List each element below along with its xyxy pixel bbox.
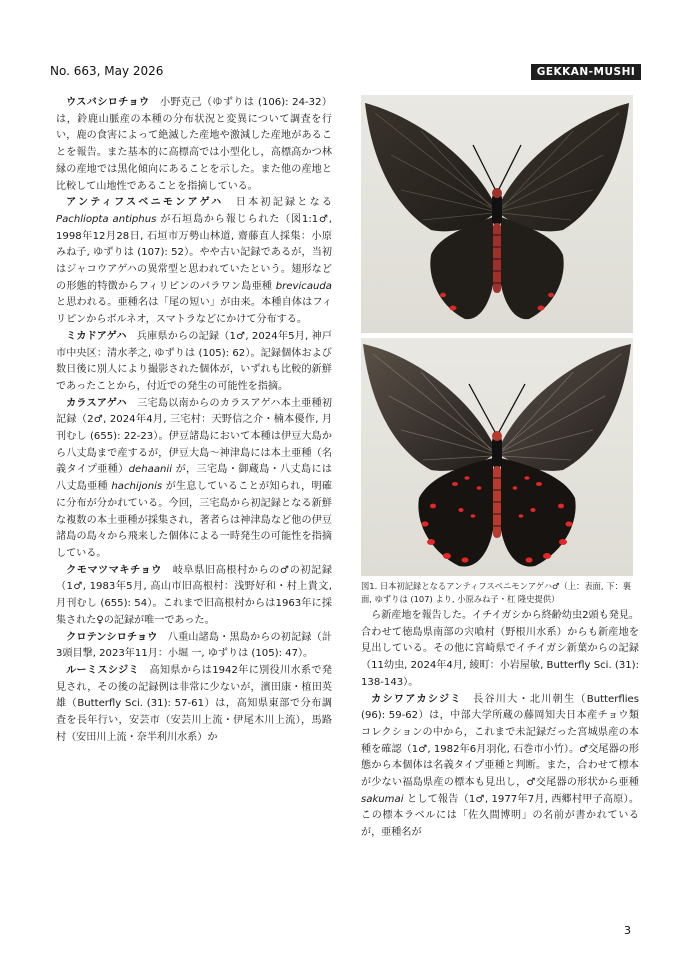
paragraph (361, 608, 639, 692)
paragraph (56, 329, 332, 396)
species-name: カラスアゲハ (66, 397, 127, 409)
scientific-name: Pachliopta antiphus (56, 213, 157, 225)
text-run: 高知県からは1942年に別役川水系で発見され，その後の記録例は非常に少ないが，濱田康・植田英雄（Butterfly Sci. (31): 57-61）は，高知県東部で分布調査を長年行い，安芸市（安芸川上流・伊尾木川上流），馬路村（安田川上流・奈半利川水系）か (56, 664, 333, 743)
species-name: アンティフスベニモンアゲハ (66, 197, 224, 209)
hindwing-left-shape (430, 217, 493, 319)
butterfly-underside-illustration (361, 338, 633, 576)
scientific-name: brevicauda (275, 280, 332, 292)
species-name: ウスバシロチョウ (66, 97, 150, 108)
text-run: 三宅島以南からのカラスアゲハ本土亜種初記録（2♂, 2024年4月, 三宅村：天野信之介・楠本優作, 月刊むし (655): 22-23）。伊豆諸島において本種は伊豆大島から八丈島まで産するが，伊豆大島〜神津島には本土亜種（名義タイプ亜種） (56, 397, 332, 476)
text-run: が石垣島から報じられた（図1:1♂, 1998年12月28日, 石垣市万勢山林道, 齋藤直人採集：小原みね子, ゆずりは (107): 52）。やや古い記録であるが，当初はジャコウアゲハの異常型と思われていたという。翅形などの形態的特徴からフィリピンのパラワン島亜種 (56, 213, 332, 292)
text-run: 小野克己（ゆずりは (106): 24-32）は，鈴鹿山脈産の本種の分布状況と変異について調査を行い，鹿の食害によって絶滅した産地や激減した産地があることを報告。また基本的に高標高では小型化し，高標高かつ林縁の産地では黒化傾向にあることを示した。また他の産地と比較して山地性であることを指摘している。 (56, 97, 332, 192)
scientific-name: dehaanii (128, 464, 173, 476)
species-name: クモマツマキチョウ (66, 564, 163, 576)
hindwing-right-shape (501, 458, 576, 567)
right-text-column (361, 608, 639, 842)
magazine-masthead: GEKKAN-MUSHI (531, 64, 641, 80)
issue-label: No. 663, May 2026 (50, 64, 164, 78)
butterfly-upperside-illustration (361, 95, 633, 333)
scientific-name: sakumai (361, 793, 404, 805)
forewing-left-shape (363, 344, 495, 471)
text-run: が，三宅島・御蔵島・八丈島には八丈島亜種 (56, 464, 332, 493)
text-run: として報告（1♂, 1977年7月, 西郷村甲子高原）。この標本ラベルには「佐久間博明」の名前が書かれているが，亜種名が (361, 793, 639, 839)
species-name: カシワアカシジミ (371, 693, 462, 705)
paragraph (56, 630, 332, 663)
forewing-left-shape (365, 103, 495, 231)
text-run: 長谷川大・北川朝生（Butterflies (96): 59-62）は，中部大学所蔵の藤岡知夫日本産チョウ類コレクションの中から，これまで未記録だった宮城県産の本種を確認（1♂, 1982年6月羽化, 石巻市小竹）。♂交尾器の形態から本個体は名義タイプ亜種と判断。また，合わせて標本が少ない福島県産の標本も見出し，♂交尾器の形状から亜種 (361, 693, 639, 789)
text-run: 兵庫県からの記録（1♂, 2024年5月, 神戸市中央区：清水孝之, ゆずりは (105): 62）。記録個体および数日後に別人により撮影された個体が，いずれも比較的新鮮であったことから，付近での発生の可能性を指摘。 (56, 330, 332, 392)
text-run: 岐阜県旧高根村からの♂の初記録（1♂, 1983年5月, 高山市旧高根村：浅野好和・村上貴文, 月刊むし (655): 54）。これまで旧高根村からは1963年に採集された♀の記録が唯一であった。 (56, 564, 332, 626)
paragraph (56, 663, 332, 747)
text-run: と思われる。亜種名は「尾の短い」が由来。本種自体はフィリピンからボルネオ，スマトラなどにかけて分布する。 (56, 297, 332, 326)
species-name: ルーミスシジミ (66, 664, 140, 676)
page-number: 3 (624, 924, 631, 937)
forewing-right-shape (499, 344, 631, 471)
paragraph (56, 396, 332, 563)
butterfly-photo-underside (361, 338, 633, 576)
left-text-column (56, 95, 332, 746)
text-run: ら新産地を報告した。イチイガシから終齢幼虫2頭も発見。合わせて徳島県南部の宍喰村（野根川水系）からも新産地を見出している。その他に宮崎県でイチイガシ新葉からの記録（11幼虫, 2024年4月, 綾町：小岩屋敏, Butterfly Sci. (31): 138-143）。 (361, 610, 639, 688)
butterfly-photo-upperside (361, 95, 633, 333)
paragraph (56, 563, 332, 630)
text-run: 八重山諸島・黒島からの初記録（計3頭目撃, 2023年11月：小堀 一, ゆずりは (105): 47）。 (56, 631, 332, 660)
text-run: 日本初記録となる (223, 197, 333, 209)
text-run: が生息していることが知られ，明確に分布が分かれている。今回，三宅島から初記録となる新鮮な複数の本土亜種が採集され，著者らは神津島など他の伊豆諸島の島々から飛来した個体による一時発生の可能性を指摘している。 (56, 481, 332, 559)
paragraph (56, 195, 332, 329)
figure-caption: 図1. 日本初記録となるアンティフスベニモンアゲハ♂（上：表面, 下：裏面, ゆずりは (107) より, 小原みね子・杠 隆史提供） (361, 581, 632, 604)
forewing-right-shape (499, 103, 629, 231)
scientific-name: hachijonis (111, 481, 163, 493)
hindwing-right-shape (501, 217, 564, 319)
species-name: クロテンシロチョウ (66, 631, 158, 643)
hindwing-left-shape (418, 458, 493, 567)
paragraph (361, 692, 639, 842)
paragraph (56, 95, 332, 195)
species-name: ミカドアゲハ (66, 330, 127, 342)
